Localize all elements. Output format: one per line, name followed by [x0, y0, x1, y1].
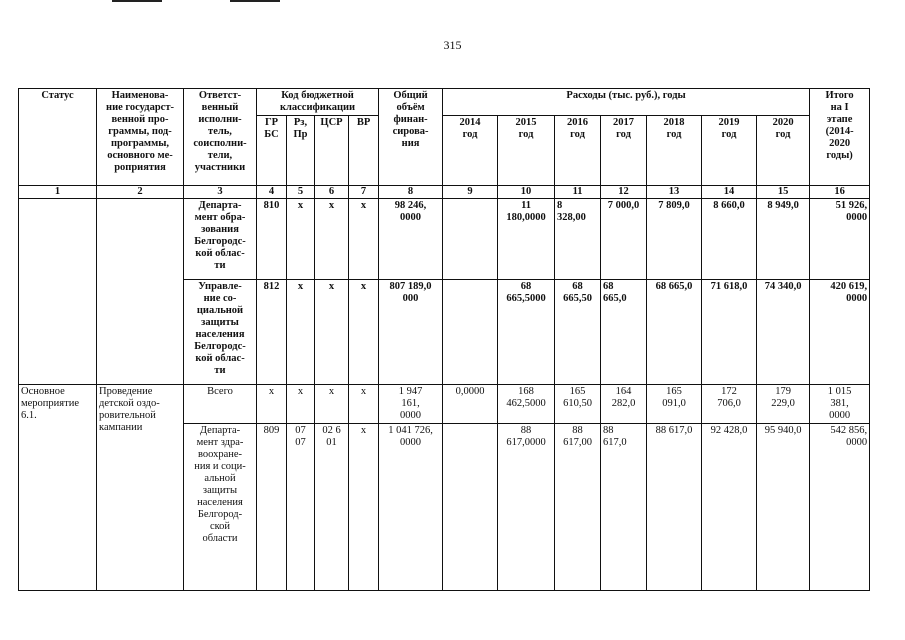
rzpr-cell: x — [287, 199, 315, 280]
responsible-cell: Управле- ние со- циальной защиты населения Белгородс- кой облас- ти — [184, 280, 257, 385]
header-itogo: Итого на I этапе (2014- 2020 годы) — [810, 89, 870, 186]
csr-cell: 02 6 01 — [315, 424, 349, 591]
grbs-cell: 809 — [257, 424, 287, 591]
col-num: 7 — [349, 186, 379, 199]
name-cell: Проведение детской оздо- ровительной кампании — [97, 385, 184, 591]
col-num: 14 — [702, 186, 757, 199]
col-num: 2 — [97, 186, 184, 199]
col-num: 10 — [498, 186, 555, 199]
total-cell: 1 041 726, 0000 — [379, 424, 443, 591]
header-grbs: ГР БС — [257, 116, 287, 186]
header-row-1 — [19, 89, 870, 116]
total-cell: 1 947 161, 0000 — [379, 385, 443, 424]
header-budget-code: Код бюджетной классификации — [257, 89, 379, 116]
y2016-cell: 8 328,00 — [555, 199, 601, 280]
col-num: 8 — [379, 186, 443, 199]
total-cell: 807 189,0 000 — [379, 280, 443, 385]
header-rzpr: Рз, Пр — [287, 116, 315, 186]
y2018-cell: 88 617,0 — [647, 424, 702, 591]
header-total-volume: Общий объём финан- сирова- ния — [379, 89, 443, 186]
y2019-cell: 8 660,0 — [702, 199, 757, 280]
col-num: 6 — [315, 186, 349, 199]
y2017-cell: 164 282,0 — [601, 385, 647, 424]
col-num: 16 — [810, 186, 870, 199]
y2014-cell — [443, 280, 498, 385]
responsible-cell: Департа- мент обра- зования Белгородс- кой облас- ти — [184, 199, 257, 280]
table-row — [19, 385, 870, 424]
y2019-cell: 92 428,0 — [702, 424, 757, 591]
vr-cell: x — [349, 424, 379, 591]
y2018-cell: 7 809,0 — [647, 199, 702, 280]
itogo-cell: 420 619, 0000 — [810, 280, 870, 385]
y2019-cell: 71 618,0 — [702, 280, 757, 385]
header-responsible: Ответст- венный исполни- тель, соисполни- тели, участники — [184, 89, 257, 186]
y2020-cell: 74 340,0 — [757, 280, 810, 385]
vr-cell: x — [349, 199, 379, 280]
y2015-cell: 168 462,5000 — [498, 385, 555, 424]
responsible-cell: Департа- мент здра- воохране- ния и соци- альной защиты населения Белгород- ской области — [184, 424, 257, 591]
header-year-2020: 2020 год — [757, 116, 810, 186]
grbs-cell: 810 — [257, 199, 287, 280]
vr-cell: x — [349, 385, 379, 424]
y2014-cell — [443, 199, 498, 280]
column-number-row — [19, 186, 870, 199]
grbs-cell: x — [257, 385, 287, 424]
y2014-cell — [443, 424, 498, 591]
header-csr: ЦСР — [315, 116, 349, 186]
y2016-cell: 165 610,50 — [555, 385, 601, 424]
vr-cell: x — [349, 280, 379, 385]
header-status: Статус — [19, 89, 97, 186]
col-num: 12 — [601, 186, 647, 199]
rzpr-cell: x — [287, 280, 315, 385]
rzpr-cell: 07 07 — [287, 424, 315, 591]
y2020-cell: 95 940,0 — [757, 424, 810, 591]
itogo-cell: 1 015 381, 0000 — [810, 385, 870, 424]
col-num: 15 — [757, 186, 810, 199]
header-year-2018: 2018 год — [647, 116, 702, 186]
col-num: 5 — [287, 186, 315, 199]
csr-cell: x — [315, 199, 349, 280]
col-num: 4 — [257, 186, 287, 199]
header-year-2016: 2016 год — [555, 116, 601, 186]
header-year-2014: 2014 год — [443, 116, 498, 186]
name-cell — [97, 199, 184, 385]
grbs-cell: 812 — [257, 280, 287, 385]
y2014-cell: 0,0000 — [443, 385, 498, 424]
y2015-cell: 88 617,0000 — [498, 424, 555, 591]
header-name: Наименова- ние государст- венной про- граммы, под- программы, основного ме- роприятия — [97, 89, 184, 186]
col-num: 9 — [443, 186, 498, 199]
status-cell: Основное мероприятие 6.1. — [19, 385, 97, 591]
budget-table — [18, 88, 870, 591]
csr-cell: x — [315, 280, 349, 385]
header-year-2019: 2019 год — [702, 116, 757, 186]
col-num: 11 — [555, 186, 601, 199]
y2015-cell: 68 665,5000 — [498, 280, 555, 385]
y2019-cell: 172 706,0 — [702, 385, 757, 424]
y2016-cell: 68 665,50 — [555, 280, 601, 385]
csr-cell: x — [315, 385, 349, 424]
y2020-cell: 179 229,0 — [757, 385, 810, 424]
table-row — [19, 199, 870, 280]
header-expenses: Расходы (тыс. руб.), годы — [443, 89, 810, 116]
y2018-cell: 68 665,0 — [647, 280, 702, 385]
status-cell — [19, 199, 97, 385]
y2018-cell: 165 091,0 — [647, 385, 702, 424]
header-year-2017: 2017 год — [601, 116, 647, 186]
page-number: 315 — [443, 38, 462, 52]
rzpr-cell: x — [287, 385, 315, 424]
top-rule-left — [112, 0, 162, 2]
col-num: 13 — [647, 186, 702, 199]
y2016-cell: 88 617,00 — [555, 424, 601, 591]
y2017-cell: 7 000,0 — [601, 199, 647, 280]
y2020-cell: 8 949,0 — [757, 199, 810, 280]
header-year-2015: 2015 год — [498, 116, 555, 186]
itogo-cell: 542 856, 0000 — [810, 424, 870, 591]
y2017-cell: 68 665,0 — [601, 280, 647, 385]
header-vr: ВР — [349, 116, 379, 186]
col-num: 1 — [19, 186, 97, 199]
top-rule-right — [230, 0, 280, 2]
y2015-cell: 11 180,0000 — [498, 199, 555, 280]
itogo-cell: 51 926, 0000 — [810, 199, 870, 280]
total-cell: 98 246, 0000 — [379, 199, 443, 280]
col-num: 3 — [184, 186, 257, 199]
responsible-cell: Всего — [184, 385, 257, 424]
y2017-cell: 88 617,0 — [601, 424, 647, 591]
